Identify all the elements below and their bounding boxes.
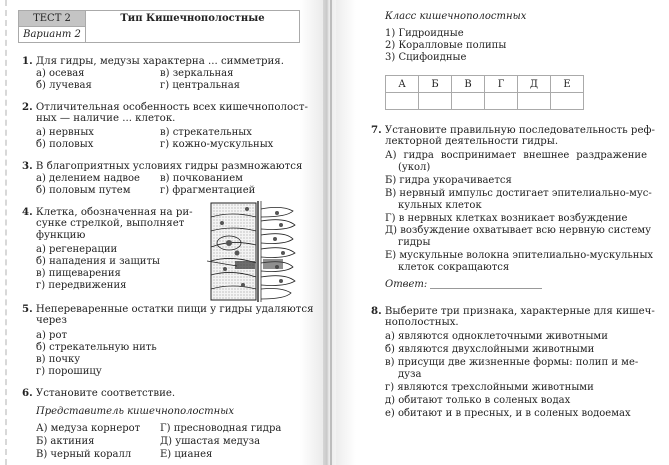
answer-input-cell[interactable] (452, 93, 485, 110)
sequence-item: Д) возбуждение охватывает всю нервную систему (385, 225, 652, 236)
option[interactable]: г) передвижения (36, 280, 127, 291)
option[interactable]: а) осевая (36, 68, 85, 79)
option[interactable]: в) пищеварения (36, 268, 121, 279)
option[interactable]: б) половых (36, 139, 94, 150)
answer-header-cell: А (386, 76, 419, 93)
test-header-box (18, 10, 300, 43)
question-number: 2. (22, 101, 33, 113)
sequence-item: Б) гидра укорачивается (385, 175, 512, 186)
option[interactable]: е) обитают и в пресных, и в соленых водоемах (385, 408, 631, 419)
column-title-representative: Представитель кишечнополостных (36, 406, 235, 417)
hydra-cell-illustration (207, 201, 299, 302)
answer-table-header-row (386, 76, 584, 93)
question-1 (22, 55, 284, 68)
option[interactable]: г) порошицу (36, 366, 102, 377)
page-edge-dashed (5, 0, 7, 465)
class-item: 1) Гидроидные (385, 28, 464, 39)
option[interactable]: а) являются одноклеточными животными (385, 331, 608, 342)
question-text: Отличительная особенность всех кишечнополост- (35, 102, 308, 113)
option[interactable]: а) рот (36, 330, 67, 341)
match-item: Е) цианея (160, 449, 213, 460)
option[interactable]: б) являются двухслойными животными (385, 344, 595, 355)
sequence-item-cont: клеток сокращаются (398, 262, 510, 273)
question-text-cont: лекторной деятельности гидры. (385, 136, 559, 147)
option[interactable]: б) половым путем (36, 185, 131, 196)
option[interactable]: в) присущи две жизненные формы: полип и ме- (385, 357, 639, 368)
answer-header-cell: Б (419, 76, 452, 93)
answer-input-cell[interactable] (419, 93, 452, 110)
class-item: 3) Сцифоидные (385, 52, 467, 63)
question-number: 7. (371, 124, 382, 136)
sequence-item-cont: кульных клеток (398, 200, 482, 211)
test-label: ТЕСТ 2 (19, 11, 86, 27)
question-text: Выберите три признака, характерные для кишеч- (384, 306, 655, 317)
option[interactable]: в) зеркальная (160, 68, 234, 79)
test-title: Тип Кишечнополостные (120, 13, 265, 24)
match-item: А) медуза корнерот (36, 423, 141, 434)
question-text: В благоприятных условиях гидры размножаются (35, 161, 303, 172)
sequence-item: В) нервный импульс достигает эпителиально-мус- (385, 188, 652, 199)
question-text-cont: через (36, 315, 67, 326)
question-text: Клетка, обозначенная на ри- (35, 207, 193, 218)
answer-header-cell: В (452, 76, 485, 93)
option[interactable]: г) кожно-мускульных (160, 139, 274, 150)
answer-header-cell: Г (485, 76, 518, 93)
answer-input-cell[interactable] (551, 93, 584, 110)
class-item: 2) Коралловые полипы (385, 40, 507, 51)
option[interactable]: в) почку (36, 354, 81, 365)
sequence-item: Е) мускульные волокна эпителиально-мускульных (385, 250, 654, 261)
left-page-gutter-shadow (300, 0, 323, 465)
option[interactable]: в) стрекательных (160, 127, 252, 138)
question-text: Установите правильную последовательность реф- (384, 125, 655, 136)
spine-line (330, 0, 332, 465)
question-text-cont: сунке стрелкой, выполняет (36, 218, 185, 229)
question-number: 5. (22, 303, 33, 315)
answer-label: Ответ: (385, 279, 428, 290)
option[interactable]: а) нервных (36, 127, 94, 138)
column-title-class: Класс кишечнополостных (385, 11, 527, 22)
match-item: Б) актиния (36, 436, 95, 447)
sequence-item-cont: гидры (398, 237, 431, 248)
right-page-gutter-shadow (336, 0, 356, 465)
question-number: 6. (22, 387, 33, 399)
sequence-item: А) гидра воспринимает внешнее раздражение (385, 150, 647, 161)
option[interactable]: г) являются трехслойными животными (385, 382, 594, 393)
question-text: Непереваренные остатки пищи у гидры удаляются (35, 304, 314, 315)
answer-header-cell: Е (551, 76, 584, 93)
question-text: Установите соответствие. (35, 388, 176, 399)
question-number: 1. (22, 55, 33, 67)
question-text: Для гидры, медузы характерна ... симметрия. (35, 56, 284, 67)
question-6 (22, 387, 175, 400)
sequence-item: Г) в нервных клетках возникает возбуждение (385, 213, 628, 224)
option[interactable]: д) обитают только в соленых водах (385, 395, 571, 406)
option-cont: дуза (398, 369, 422, 380)
question-text-cont: ных — наличие ... клеток. (36, 113, 176, 124)
answer-input-line[interactable] (430, 288, 542, 289)
match-item: В) черный коралл (36, 449, 132, 460)
answer-table-input-row (386, 93, 584, 110)
answer-input-cell[interactable] (485, 93, 518, 110)
option[interactable]: а) делением надвое (36, 173, 140, 184)
option[interactable]: в) почкованием (160, 173, 243, 184)
sequence-item-cont: (укол) (398, 162, 431, 173)
option[interactable]: а) регенерации (36, 244, 118, 255)
option[interactable]: г) фрагментацией (160, 185, 256, 196)
question-text-cont: нополостных. (385, 317, 459, 328)
option[interactable]: б) лучевая (36, 80, 92, 91)
match-item: Д) ушастая медуза (160, 436, 261, 447)
variant-label: Вариант 2 (19, 27, 86, 42)
option[interactable]: г) центральная (160, 80, 240, 91)
match-item: Г) пресноводная гидра (160, 423, 282, 434)
question-number: 8. (371, 305, 382, 317)
question-number: 4. (22, 206, 33, 218)
option[interactable]: б) нападения и защиты (36, 256, 160, 267)
question-3 (22, 160, 302, 173)
answer-input-cell[interactable] (386, 93, 419, 110)
answer-table (385, 75, 584, 110)
option[interactable]: б) стрекательную нить (36, 342, 157, 353)
answer-header-cell: Д (518, 76, 551, 93)
answer-input-cell[interactable] (518, 93, 551, 110)
question-text-cont: функцию (36, 230, 86, 241)
question-number: 3. (22, 160, 33, 172)
